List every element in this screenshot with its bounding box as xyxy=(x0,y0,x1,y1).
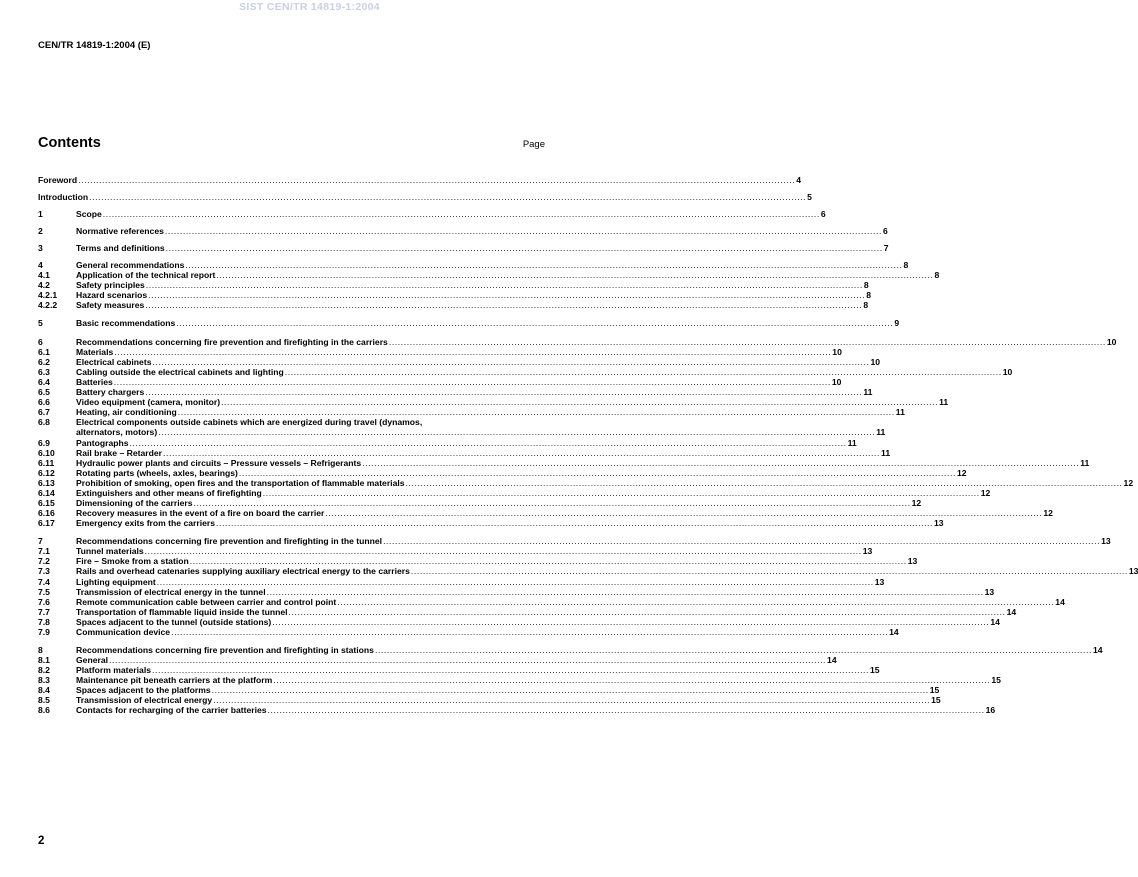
toc-entry-page: 10 xyxy=(1002,366,1013,377)
toc-entry-foreword[interactable] xyxy=(38,175,801,185)
dot-leader xyxy=(103,209,820,219)
toc-entry-title: Recovery measures in the event of a fire on board the carrier xyxy=(76,508,325,519)
toc-entry-number: 8.6 xyxy=(38,705,50,716)
toc-entry-page: 11 xyxy=(863,386,873,397)
toc-entry-title-continued: alternators, motors) xyxy=(76,426,158,437)
toc-entry-number: 8.5 xyxy=(38,695,50,706)
toc-entry-page: 6 xyxy=(882,226,888,237)
toc-entry-3[interactable] xyxy=(38,243,889,254)
dot-leader xyxy=(163,448,880,458)
dot-leader xyxy=(157,577,874,587)
toc-entry-8-1[interactable] xyxy=(38,654,837,665)
toc-entry-7-9[interactable] xyxy=(38,626,899,637)
page-number: 2 xyxy=(38,835,45,847)
toc-entry-page: 15 xyxy=(931,695,941,706)
dot-leader xyxy=(383,536,1100,546)
toc-entry-title: Recommendations concerning fire prevention and firefighting in the carriers xyxy=(76,336,388,347)
toc-entry-number: 8.2 xyxy=(38,664,50,675)
toc-entry-page: 13 xyxy=(1101,536,1111,547)
dot-leader xyxy=(158,427,875,437)
toc-entry-number: 7.3 xyxy=(38,566,50,577)
toc-entry-page: 15 xyxy=(991,674,1001,685)
toc-entry-6-5[interactable] xyxy=(38,386,873,397)
dot-leader xyxy=(406,478,1123,488)
toc-entry-6-14[interactable] xyxy=(38,488,991,499)
toc-entry-page: 6 xyxy=(820,209,826,220)
dot-leader xyxy=(375,645,1092,655)
toc-entry-title: Rails and overhead catenaries supplying auxiliary electrical energy to the carriers xyxy=(76,566,410,577)
toc-entry-title: Platform materials xyxy=(76,664,151,675)
toc-entry-7-3[interactable] xyxy=(38,566,1138,577)
toc-entry-7-2[interactable] xyxy=(38,556,918,567)
toc-entry-title: Hydraulic power plants and circuits – Pressure vessels – Refrigerants xyxy=(76,457,362,468)
toc-entry-number: 4.2 xyxy=(38,280,50,291)
toc-entry-6-2[interactable] xyxy=(38,356,881,367)
toc-entry-number: 6.15 xyxy=(38,498,55,509)
toc-entry-number: 3 xyxy=(38,243,43,254)
toc-entry-title: Transmission of electrical energy xyxy=(76,695,213,706)
toc-entry-6-10[interactable] xyxy=(38,447,891,458)
toc-entry-title: Dimensioning of the carriers xyxy=(76,498,193,509)
dot-leader xyxy=(389,337,1106,347)
dot-leader xyxy=(289,607,1006,617)
toc-entry-page: 13 xyxy=(874,576,885,587)
toc-entry-title: Pantographs xyxy=(76,437,129,448)
toc-entry-title: Normative references xyxy=(76,226,164,237)
toc-entry-introduction[interactable] xyxy=(38,192,812,203)
toc-entry-7[interactable] xyxy=(38,536,1111,547)
watermark: SIST CEN/TR 14819-1:2004 xyxy=(239,1,380,13)
dot-leader xyxy=(178,407,895,417)
toc-entry-number: 4.1 xyxy=(38,270,50,281)
toc-entry-6[interactable] xyxy=(38,336,1117,347)
toc-entry-title: General xyxy=(76,654,109,665)
toc-entry-7-6[interactable] xyxy=(38,596,1065,607)
dot-leader xyxy=(114,377,831,387)
toc-entry-number: 6 xyxy=(38,336,43,347)
dot-leader xyxy=(185,260,902,270)
toc-entry-title: Rail brake – Retarder xyxy=(76,447,162,458)
toc-entry-page: 8 xyxy=(863,280,869,291)
toc-entry-title: Recommendations concerning fire prevention and firefighting in the tunnel xyxy=(76,536,383,547)
toc-entry-4[interactable] xyxy=(38,260,909,271)
toc-entry-number: 4.2.1 xyxy=(38,290,58,301)
toc-entry-number: 7.7 xyxy=(38,606,50,617)
toc-entry-6-16[interactable] xyxy=(38,508,1053,519)
toc-entry-6-17[interactable] xyxy=(38,518,944,529)
toc-entry-page: 11 xyxy=(847,437,857,448)
toc-entry-number: 8.1 xyxy=(38,654,50,665)
toc-entry-page: 13 xyxy=(934,518,944,529)
toc-entry-page: 11 xyxy=(881,447,891,458)
toc-entry-number: 6.2 xyxy=(38,356,50,367)
dot-leader xyxy=(194,498,911,508)
document-identifier: CEN/TR 14819-1:2004 (E) xyxy=(38,40,151,51)
toc-entry-title: Cabling outside the electrical cabinets and lighting xyxy=(76,366,284,377)
toc-entry-title: Hazard scenarios xyxy=(76,290,148,301)
toc-entry-number: 6.7 xyxy=(38,406,50,417)
dot-leader xyxy=(171,627,888,637)
toc-entry-title: Fire – Smoke from a station xyxy=(76,556,189,567)
toc-entry-6-1[interactable] xyxy=(38,346,842,357)
toc-entry-page: 11 xyxy=(876,426,886,437)
toc-entry-title: Transmission of electrical energy in the tunnel xyxy=(76,586,266,597)
dot-leader xyxy=(152,357,869,367)
dot-leader xyxy=(166,243,883,253)
dot-leader xyxy=(165,226,882,236)
toc-entry-title: Basic recommendations xyxy=(76,318,176,329)
toc-entry-title: Extinguishers and other means of firefighting xyxy=(76,488,262,499)
toc-entry-page: 7 xyxy=(883,243,889,254)
toc-entry-number: 8.3 xyxy=(38,674,50,685)
toc-entry-page: 10 xyxy=(832,346,842,357)
toc-entry-page: 14 xyxy=(1055,596,1065,607)
toc-entry-title: Spaces adjacent to the platforms xyxy=(76,684,211,695)
dot-leader xyxy=(212,685,929,695)
dot-leader xyxy=(145,300,862,310)
toc-entry-number: 7 xyxy=(38,536,43,547)
toc-entry-4-2[interactable] xyxy=(38,280,869,291)
dot-leader xyxy=(145,387,862,397)
dot-leader xyxy=(325,508,1042,518)
toc-entry-page: 12 xyxy=(1123,478,1134,489)
toc-entry-title: Materials xyxy=(76,346,114,357)
toc-entry-title: Terms and definitions xyxy=(76,243,165,254)
dot-leader xyxy=(213,695,930,705)
dot-leader xyxy=(362,458,1079,468)
toc-entry-number: 6.12 xyxy=(38,468,55,479)
dot-leader xyxy=(145,546,862,556)
toc-entry-8-5[interactable] xyxy=(38,695,941,706)
toc-entry-title: Introduction xyxy=(38,192,89,203)
toc-entry-6-11[interactable] xyxy=(38,457,1090,468)
toc-entry-6-9[interactable] xyxy=(38,437,857,448)
dot-leader xyxy=(176,318,893,328)
toc-entry-page: 14 xyxy=(827,654,837,665)
dot-leader xyxy=(267,587,984,597)
toc-entry-6-7[interactable] xyxy=(38,406,905,417)
toc-entry-number: 6.9 xyxy=(38,437,50,448)
toc-entry-title: Safety measures xyxy=(76,300,145,311)
toc-entry-page: 14 xyxy=(990,616,1000,627)
toc-entry-page: 9 xyxy=(894,318,900,329)
dot-leader xyxy=(221,397,938,407)
toc-entry-1[interactable] xyxy=(38,209,826,220)
toc-entry-number: 6.14 xyxy=(38,488,55,499)
dot-leader xyxy=(130,438,847,448)
toc-entry-page: 13 xyxy=(862,546,873,557)
toc-entry-7-4[interactable] xyxy=(38,576,885,587)
toc-entry-title: Emergency exits from the carriers xyxy=(76,518,215,529)
toc-entry-number: 6.10 xyxy=(38,447,55,458)
toc-entry-page: 12 xyxy=(956,468,967,479)
toc-entry-number: 6.5 xyxy=(38,386,50,397)
toc-entry-title: Prohibition of smoking, open fires and the transportation of flammable materials xyxy=(76,478,405,489)
toc-entry-6-4[interactable] xyxy=(38,376,842,387)
page-column-label: Page xyxy=(522,139,545,150)
toc-entry-page: 14 xyxy=(889,626,899,637)
toc-entry-page: 10 xyxy=(1106,336,1117,347)
toc-entry-6-12[interactable] xyxy=(38,468,967,479)
toc-entry-page: 16 xyxy=(985,705,996,716)
toc-entry-8[interactable] xyxy=(38,644,1103,655)
toc-entry-6-3[interactable] xyxy=(38,366,1013,377)
dot-leader xyxy=(216,518,933,528)
toc-entry-7-1[interactable] xyxy=(38,546,873,557)
toc-entry-page: 14 xyxy=(1006,606,1017,617)
dot-leader xyxy=(411,566,1128,576)
toc-entry-6-8[interactable] xyxy=(38,416,886,438)
toc-entry-title: Maintenance pit beneath carriers at the platform xyxy=(76,674,273,685)
toc-entry-title: Spaces adjacent to the tunnel (outside stations) xyxy=(76,616,272,627)
toc-entry-title: Contacts for recharging of the carrier batteries xyxy=(76,705,267,716)
toc-entry-number: 2 xyxy=(38,226,43,237)
dot-leader xyxy=(89,192,806,202)
toc-entry-page: 11 xyxy=(939,396,949,407)
toc-entry-8-6[interactable] xyxy=(38,705,996,716)
toc-entry-5[interactable] xyxy=(38,318,900,329)
dot-leader xyxy=(239,468,956,478)
toc-entry-title: Tunnel materials xyxy=(76,546,144,557)
toc-entry-page: 15 xyxy=(870,664,880,675)
toc-entry-title: Battery chargers xyxy=(76,386,145,397)
dot-leader xyxy=(190,556,907,566)
toc-entry-number: 6.6 xyxy=(38,396,50,407)
toc-entry-page: 11 xyxy=(1080,457,1090,468)
toc-entry-number: 7.9 xyxy=(38,626,50,637)
toc-entry-page: 11 xyxy=(895,406,905,417)
toc-entry-title: Transportation of flammable liquid inside the tunnel xyxy=(76,606,288,617)
toc-entry-7-7[interactable] xyxy=(38,606,1017,617)
toc-entry-title: Scope xyxy=(76,209,102,220)
toc-entry-page: 4 xyxy=(796,175,801,185)
toc-entry-number: 8 xyxy=(38,644,43,655)
toc-entry-title: General recommendations xyxy=(76,260,185,271)
toc-entry-page: 13 xyxy=(1128,566,1138,577)
dot-leader xyxy=(152,665,869,675)
dot-leader xyxy=(263,488,980,498)
toc-entry-6-15[interactable] xyxy=(38,498,922,509)
toc-entry-title: Foreword xyxy=(38,175,78,185)
toc-entry-4-1[interactable] xyxy=(38,270,940,281)
toc-entry-4-2-1[interactable] xyxy=(38,290,871,301)
toc-entry-page: 12 xyxy=(1043,508,1053,519)
dot-leader xyxy=(148,290,865,300)
toc-entry-number: 7.5 xyxy=(38,586,50,597)
toc-entry-title: Rotating parts (wheels, axles, bearings) xyxy=(76,468,238,479)
toc-entry-8-2[interactable] xyxy=(38,664,880,675)
toc-entry-8-3[interactable] xyxy=(38,674,1001,685)
toc-entry-page: 5 xyxy=(807,192,812,203)
toc-entry-page: 12 xyxy=(911,498,922,509)
toc-entry-title: Video equipment (camera, monitor) xyxy=(76,396,221,407)
toc-entry-page: 8 xyxy=(903,260,909,271)
toc-entry-title: Communication device xyxy=(76,626,171,637)
toc-entry-7-5[interactable] xyxy=(38,586,995,597)
toc-entry-number: 6.4 xyxy=(38,376,50,387)
dot-leader xyxy=(216,270,933,280)
toc-entry-7-8[interactable] xyxy=(38,616,1000,627)
toc-entry-number: 7.2 xyxy=(38,556,50,567)
toc-entry-page: 15 xyxy=(929,684,940,695)
toc-entry-6-13[interactable] xyxy=(38,478,1134,489)
dot-leader xyxy=(268,705,985,715)
dot-leader xyxy=(337,597,1054,607)
dot-leader xyxy=(78,175,795,185)
toc-entry-8-4[interactable] xyxy=(38,684,940,695)
toc-entry-page: 12 xyxy=(980,488,991,499)
toc-entry-number: 1 xyxy=(38,209,43,220)
toc-entry-number: 7.6 xyxy=(38,596,50,607)
toc-entry-page: 14 xyxy=(1092,644,1103,655)
toc-entry-number: 8.4 xyxy=(38,684,50,695)
toc-entry-title: Electrical cabinets xyxy=(76,356,152,367)
toc-entry-title: Application of the technical report xyxy=(76,270,216,281)
toc-entry-number: 5 xyxy=(38,318,43,329)
toc-entry-number: 4.2.2 xyxy=(38,300,58,311)
toc-entry-number: 6.17 xyxy=(38,518,55,529)
toc-entry-number: 7.4 xyxy=(38,576,50,587)
toc-entry-page: 13 xyxy=(907,556,918,567)
toc-entry-title: Lighting equipment xyxy=(76,576,156,587)
toc-entry-page: 8 xyxy=(863,300,869,311)
toc-entry-6-6[interactable] xyxy=(38,396,949,407)
toc-entry-number: 7.1 xyxy=(38,546,50,557)
dot-leader xyxy=(272,617,989,627)
toc-entry-number: 6.13 xyxy=(38,478,55,489)
dot-leader xyxy=(109,655,826,665)
toc-entry-number: 4 xyxy=(38,260,43,271)
toc-entry-2[interactable] xyxy=(38,226,888,237)
toc-entry-number: 7.8 xyxy=(38,616,50,627)
table-of-contents xyxy=(38,175,1138,716)
toc-entry-number: 6.8 xyxy=(38,416,50,427)
dot-leader xyxy=(114,347,831,357)
toc-entry-page: 10 xyxy=(870,356,881,367)
toc-entry-page: 10 xyxy=(831,376,842,387)
toc-entry-page: 8 xyxy=(934,270,940,281)
toc-entry-title: Remote communication cable between carrier and control point xyxy=(76,596,337,607)
toc-entry-page: 13 xyxy=(984,586,995,597)
toc-entry-page: 8 xyxy=(866,290,871,301)
toc-entry-number: 6.11 xyxy=(38,457,55,468)
toc-entry-title: Safety principles xyxy=(76,280,145,291)
dot-leader xyxy=(146,280,863,290)
contents-heading: Contents xyxy=(38,135,101,151)
toc-entry-title: Electrical components outside cabinets which are energized during travel (dynamos, xyxy=(76,416,423,427)
toc-entry-4-2-2[interactable] xyxy=(38,300,869,311)
toc-entry-title: Batteries xyxy=(76,376,113,387)
dot-leader xyxy=(285,367,1002,377)
dot-leader xyxy=(273,675,990,685)
toc-entry-title: Heating, air conditioning xyxy=(76,406,177,417)
toc-entry-title: Recommendations concerning fire prevention and firefighting in stations xyxy=(76,644,374,655)
toc-entry-number: 6.1 xyxy=(38,346,50,357)
toc-entry-number: 6.16 xyxy=(38,508,55,519)
toc-entry-number: 6.3 xyxy=(38,366,50,377)
